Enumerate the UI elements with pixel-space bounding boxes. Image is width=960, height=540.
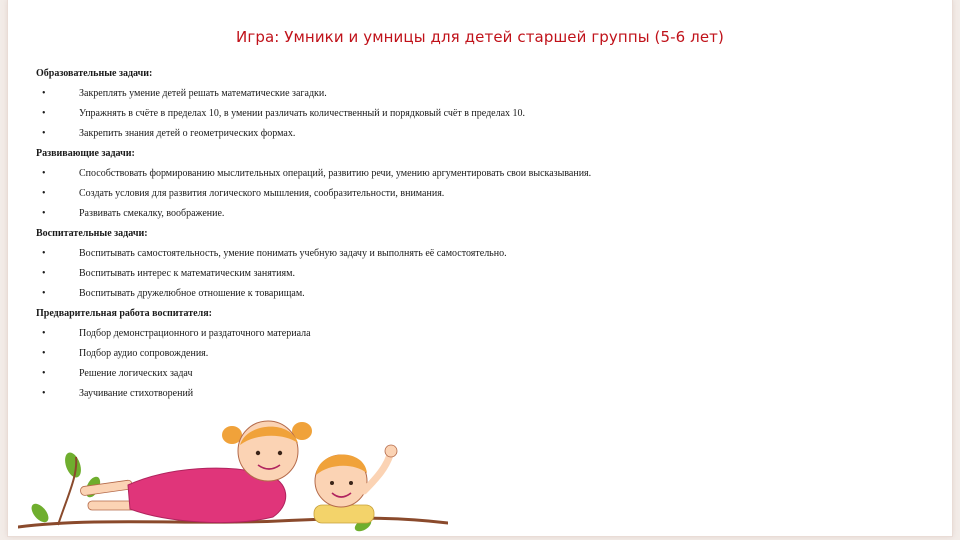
list-item [36,167,916,180]
boy-figure [314,445,397,523]
bullet-icon: • [42,388,46,399]
list-item [36,87,916,100]
bullet-icon: • [42,168,46,179]
list-item-text: Развивать смекалку, воображение. [79,208,225,219]
list-item-text: Упражнять в счёте в пределах 10, в умении различать количественный и порядковый счёт в пределах 10. [79,108,526,119]
bullet-icon: • [42,208,46,219]
bullet-icon: • [42,368,46,379]
list-item [36,267,916,280]
bullet-icon: • [42,128,46,139]
list-item [36,327,916,340]
list-item [36,247,916,260]
list-item-text: Заучивание стихотворений [79,388,194,399]
list-item [36,367,916,380]
list-item-text: Подбор демонстрационного и раздаточного материала [79,328,311,339]
children-illustration [18,405,448,536]
list-item [36,187,916,200]
bullet-icon: • [42,268,46,279]
bullet-icon: • [42,88,46,99]
list-item-text: Воспитывать самостоятельность, умение понимать учебную задачу и выполнять её самостоятельно. [79,248,507,259]
list-item-text: Воспитывать дружелюбное отношение к товарищам. [79,288,305,299]
bullet-icon: • [42,288,46,299]
list-item [36,127,916,140]
list-item-text: Воспитывать интерес к математическим занятиям. [79,268,295,279]
list-item-text: Способствовать формированию мыслительных операций, развитию речи, умению аргументировать свои высказывания. [79,168,592,179]
list-item [36,287,916,300]
task-list [36,67,916,407]
bullet-icon: • [42,248,46,259]
list-item [36,207,916,220]
section-heading: Образовательные задачи: [36,68,153,79]
list-item-text: Закрепить знания детей о геометрических формах. [79,128,296,139]
list-item-text: Закреплять умение детей решать математические загадки. [79,88,327,99]
list-item-text: Подбор аудио сопровождения. [79,348,209,359]
page-title: Игра: Умники и умницы для детей старшей группы (5-6 лет) [236,28,724,46]
section-heading: Воспитательные задачи: [36,228,148,239]
slide-page [8,0,952,536]
bullet-icon: • [42,108,46,119]
section-heading: Предварительная работа воспитателя: [36,308,212,319]
list-item [36,347,916,360]
list-item-text: Решение логических задач [79,368,193,379]
bullet-icon: • [42,348,46,359]
list-item-text: Создать условия для развития логического мышления, сообразительности, внимания. [79,188,445,199]
bullet-icon: • [42,328,46,339]
bullet-icon: • [42,188,46,199]
list-item [36,387,916,400]
section-heading: Развивающие задачи: [36,148,135,159]
list-item [36,107,916,120]
